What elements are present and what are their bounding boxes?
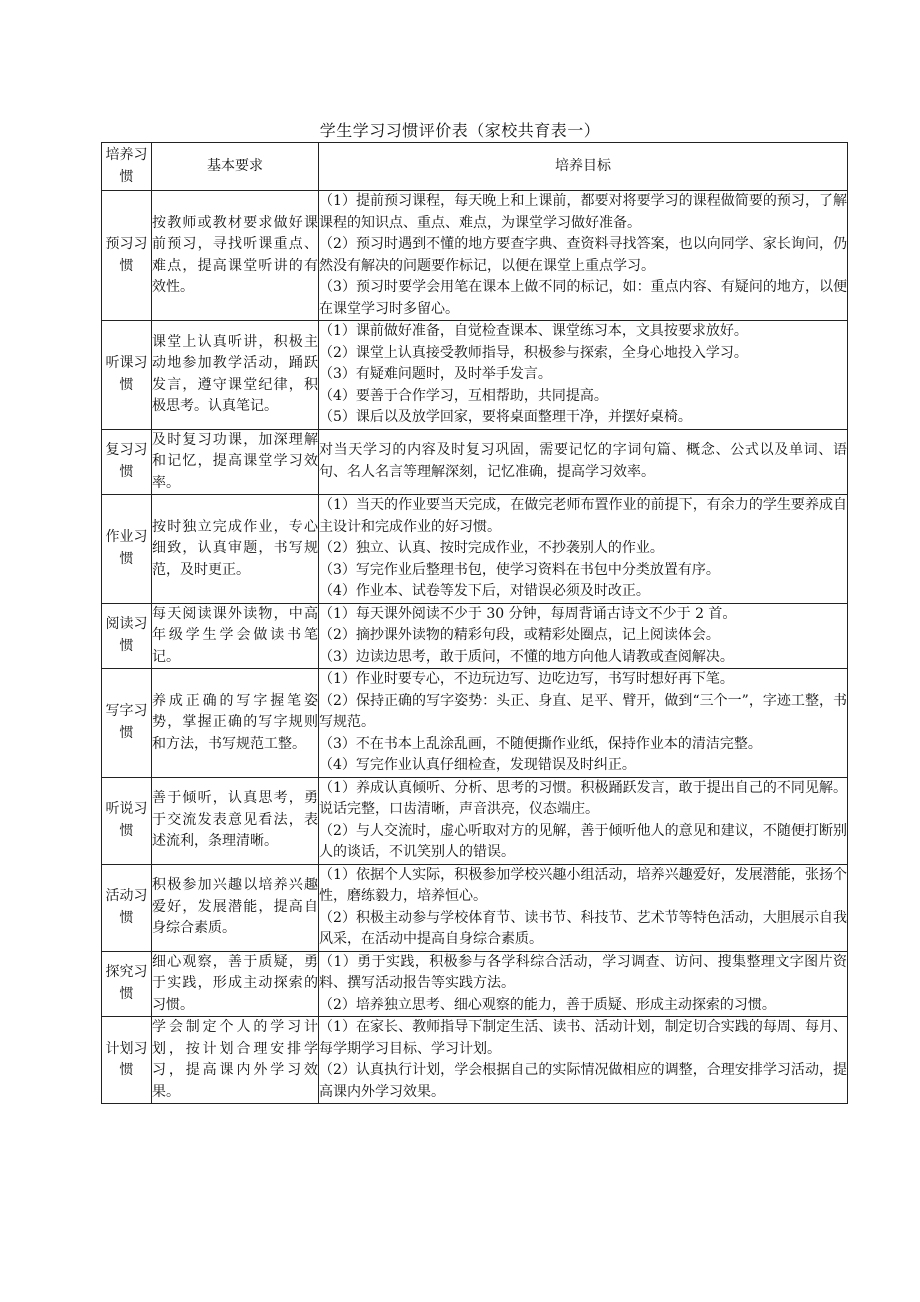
basic-requirement-cell: 课堂上认真听讲，积极主动地参加教学活动，踊跃发言，遵守课堂纪律，积极思考。认真笔记。	[152, 321, 319, 430]
training-goals-cell	[319, 777, 848, 864]
goal-item: （1）当天的作业要当天完成，在做完老师布置作业的前提下，有余力的学生要养成自主设计和完成作业的好习惯。	[319, 497, 847, 535]
habit-name-cell: 计划习惯	[102, 1017, 152, 1104]
goal-item: （1）每天课外阅读不少于 30 分钟，每周背诵古诗文不少于 2 首。	[319, 605, 737, 622]
goal-item: （2）课堂上认真接受教师指导，积极参与探索，全身心地投入学习。	[319, 344, 748, 361]
page-title: 学生学习习惯评价表（家校共育表一）	[319, 121, 601, 140]
habit-name-cell: 探究习惯	[102, 951, 152, 1017]
goal-item: （3）边读边思考，敢于质问，不懂的地方向他人请教或查阅解决。	[319, 648, 734, 665]
goal-item: （1）在家长、教师指导下制定生活、读书、活动计划，制定切合实践的每周、每月、每学期学习目标、学习计划。	[319, 1019, 847, 1057]
header-requirement: 基本要求	[152, 143, 319, 191]
training-goals-cell	[319, 864, 848, 951]
goal-item: （1）作业时要专心，不边玩边写、边吃边写，书写时想好再下笔。	[319, 671, 734, 687]
goal-item: （2）积极主动参与学校体育节、读书节、科技节、艺术节等特色活动，大胆展示自我风采，在活动中提高自身综合素质。	[319, 909, 847, 947]
table-row	[102, 191, 848, 321]
goal-item: （1）勇于实践，积极参与各学科综合活动，学习调查、访问、搜集整理文字图片资料、撰写活动报告等实践方法。	[319, 953, 847, 991]
table-row	[102, 429, 848, 495]
basic-requirement-cell: 每天阅读课外读物，中高年级学生学会做读书笔记。	[152, 603, 319, 669]
habit-name-cell: 阅读习惯	[102, 603, 152, 669]
goal-item: （1）依据个人实际，积极参加学校兴趣小组活动，培养兴趣爱好，发展潜能，张扬个性，磨练毅力，培养恒心。	[319, 866, 847, 904]
basic-requirement-cell: 善于倾听，认真思考，勇于交流发表意见看法，表述流利，条理清晰。	[152, 777, 319, 864]
training-goals-cell	[319, 191, 848, 321]
goal-item: （4）作业本、试卷等发下后，对错误必须及时改正。	[319, 583, 650, 599]
habit-name-cell: 作业习惯	[102, 495, 152, 604]
goal-item: （4）要善于合作学习，互相帮助，共同提高。	[319, 387, 608, 404]
basic-requirement-cell: 按教师或教材要求做好课前预习，寻找听课重点、难点，提高课堂听讲的有效性。	[152, 191, 319, 321]
basic-requirement-cell: 学会制定个人的学习计划，按计划合理安排学习，提高课内外学习效果。	[152, 1017, 319, 1104]
table-body	[102, 191, 848, 1104]
table-row	[102, 495, 848, 604]
habit-name-cell: 听说习惯	[102, 777, 152, 864]
basic-requirement-cell: 积极参加兴趣以培养兴趣爱好，发展潜能，提高自身综合素质。	[152, 864, 319, 951]
training-goals-cell	[319, 321, 848, 430]
goal-item: （1）课前做好准备，自觉检查课本、课堂练习本，文具按要求放好。	[319, 323, 748, 339]
table-row	[102, 669, 848, 778]
goal-item: （2）认真执行计划，学会根据自己的实际情况做相应的调整，合理安排学习活动，提高课内外学习效果。	[319, 1062, 847, 1100]
table-row	[102, 603, 848, 669]
habit-name-cell: 复习习惯	[102, 429, 152, 495]
habit-name-cell: 预习习惯	[102, 191, 152, 321]
goal-item: （2）培养独立思考、细心观察的能力，善于质疑、形成主动探索的习惯。	[319, 996, 776, 1013]
goal-item: （3）有疑难问题时，及时举手发言。	[319, 366, 552, 382]
training-goals-cell	[319, 429, 848, 495]
basic-requirement-cell: 养成正确的写字握笔姿势，掌握正确的写字规则和方法，书写规范工整。	[152, 669, 319, 778]
table-row	[102, 1017, 848, 1104]
table-row	[102, 864, 848, 951]
goal-item: （4）写完作业认真仔细检查，发现错误及时纠正。	[319, 757, 636, 773]
goal-item: （1）提前预习课程，每天晚上和上课前，都要对将要学习的课程做简要的预习，了解课程的知识点、重点、难点，为课堂学习做好准备。	[319, 193, 847, 231]
training-goals-cell	[319, 495, 848, 604]
basic-requirement-cell: 细心观察，善于质疑，勇于实践，形成主动探索的习惯。	[152, 951, 319, 1017]
basic-requirement-cell: 及时复习功课，加深理解和记忆，提高课堂学习效率。	[152, 429, 319, 495]
goal-item: （2）与人交流时，虚心听取对方的见解，善于倾听他人的意见和建议，不随便打断别人的谈话，不讥笑别人的错误。	[319, 822, 847, 860]
goal-item: （1）养成认真倾听、分析、思考的习惯。积极踊跃发言，敢于提出自己的不同见解。说话完整，口齿清晰，声音洪亮，仪态端庄。	[319, 779, 847, 817]
habit-name-cell: 活动习惯	[102, 864, 152, 951]
header-habit: 培养习惯	[102, 143, 152, 191]
goal-item: （2）独立、认真、按时完成作业，不抄袭别人的作业。	[319, 540, 664, 556]
goal-item: （3）预习时要学会用笔在课本上做不同的标记，如：重点内容、有疑问的地方，以便在课堂学习时多留心。	[319, 279, 847, 317]
table-row	[102, 777, 848, 864]
habit-name-cell: 听课习惯	[102, 321, 152, 430]
goal-item: （2）摘抄课外读物的精彩句段，或精彩处圈点，记上阅读体会。	[319, 627, 720, 643]
goal-item: （5）课后以及放学回家，要将桌面整理干净，并摆好桌椅。	[319, 409, 692, 425]
header-goal: 培养目标	[319, 143, 848, 191]
training-goals-cell	[319, 669, 848, 778]
goal-item: （2）预习时遇到不懂的地方要查字典、查资料寻找答案，也以向同学、家长询问，仍然没有解决的问题要作标记，以便在课堂上重点学习。	[319, 236, 847, 274]
habit-name-cell: 写字习惯	[102, 669, 152, 778]
goal-item: （2）保持正确的写字姿势：头正、身直、足平、臂开，做到“三个一”，字迹工整，书写规范。	[319, 692, 847, 730]
training-goals-cell	[319, 951, 848, 1017]
training-goals-cell	[319, 603, 848, 669]
goal-item: 对当天学习的内容及时复习巩固，需要记忆的字词句篇、概念、公式以及单词、语句、名人名言等理解深刻，记忆准确，提高学习效率。	[319, 442, 847, 480]
table-header-row	[102, 143, 848, 191]
habit-evaluation-table	[101, 142, 848, 1104]
basic-requirement-cell: 按时独立完成作业，专心细致，认真审题，书写规范，及时更正。	[152, 495, 319, 604]
table-row	[102, 321, 848, 430]
table-row	[102, 951, 848, 1017]
goal-item: （3）不在书本上乱涂乱画，不随便撕作业纸，保持作业本的清洁完整。	[319, 735, 762, 752]
goal-item: （3）写完作业后整理书包，使学习资料在书包中分类放置有序。	[319, 561, 720, 578]
training-goals-cell	[319, 1017, 848, 1104]
